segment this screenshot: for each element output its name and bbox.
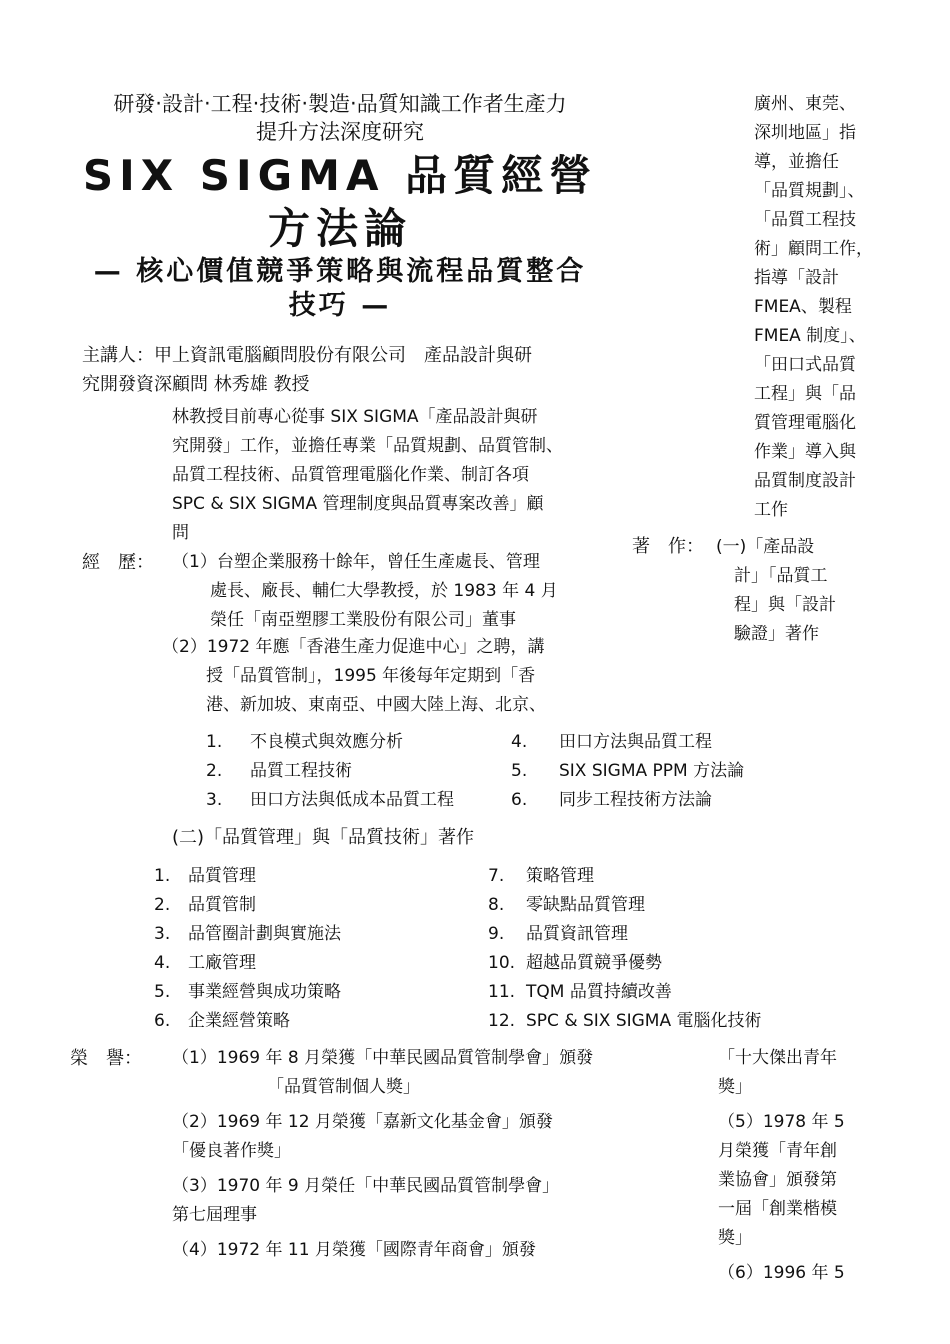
list-item-number: 2.: [206, 761, 223, 781]
honor-line: 業協會」頒發第: [718, 1170, 837, 1190]
right-column-line: 「品質規劃」、: [754, 181, 865, 201]
list-item-text: 企業經營策略: [188, 1011, 290, 1031]
list-item-number: 11.: [488, 982, 516, 1002]
honor-line: 獎」: [718, 1077, 752, 1097]
list-item: [488, 949, 662, 978]
speaker-line: 主講人：甲上資訊電腦顧問股份有限公司 產品設計與研: [82, 345, 532, 366]
list-item-number: 3.: [154, 924, 171, 944]
list-item-number: 1.: [154, 866, 171, 886]
honor-line: 獎」: [718, 1228, 752, 1248]
intro-line: SPC & SIX SIGMA 管理制度與品質專案改善」顧: [172, 494, 544, 514]
honor-line: 月榮獲「青年創: [718, 1141, 837, 1161]
works-label: 著 作：: [632, 536, 704, 557]
list-item-text: 零缺點品質管理: [526, 895, 645, 915]
list-item-text: 超越品質競爭優勢: [526, 953, 662, 973]
right-column-line: 深圳地區」指: [754, 123, 856, 143]
list-item-number: 8.: [488, 895, 505, 915]
list-item-text: 事業經營與成功策略: [188, 982, 341, 1002]
list-item-number: 6.: [154, 1011, 171, 1031]
honor-line: 「品質管制個人獎」: [267, 1077, 420, 1097]
list-item-text: 品質管理: [188, 866, 256, 886]
right-column-line: 「品質工程技: [754, 210, 856, 230]
speaker-line: 究開發資深顧問 林秀雄 教授: [82, 374, 310, 395]
tagline-line: 技巧 —: [288, 290, 392, 321]
honor-line: （3）1970 年 9 月榮任「中華民國品質管制學會」: [172, 1176, 560, 1196]
list-item: [154, 920, 341, 949]
experience-line: 處長、廠長、輔仁大學教授，於 1983 年 4 月: [210, 581, 558, 601]
honor-line: 「十大傑出青年: [718, 1048, 837, 1068]
honor-line: （6）1996 年 5: [718, 1263, 845, 1283]
honor-line: 「優良著作獎」: [172, 1141, 291, 1161]
right-column-line: FMEA 制度」、: [754, 326, 866, 346]
list-item-text: 田口方法與低成本品質工程: [250, 790, 454, 810]
right-column-line: 「田口式品質: [754, 355, 856, 375]
experience-line: 港、新加坡、東南亞、中國大陸上海、北京、: [206, 695, 546, 715]
list-item-number: 9.: [488, 924, 505, 944]
subtitle: [70, 90, 610, 146]
tagline-line: — 核心價值競爭策略與流程品質整合: [93, 256, 587, 287]
list-item-text: 品質工程技術: [250, 761, 352, 781]
works-heading-line: 驗證」著作: [734, 624, 819, 644]
subtitle-line: 研發‧設計‧工程‧技術‧製造‧品質知識工作者生產力: [113, 92, 567, 116]
list-item-number: 4.: [511, 732, 528, 752]
list-item-text: 田口方法與品質工程: [559, 732, 712, 752]
list-item-text: 品質資訊管理: [526, 924, 628, 944]
experience-line: 榮任「南亞塑膠工業股份有限公司」董事: [210, 610, 516, 630]
right-column-line: 術」顧問工作，: [754, 239, 873, 259]
list-item-number: 5.: [511, 761, 528, 781]
intro-line: 林教授目前專心從事 SIX SIGMA「產品設計與研: [172, 407, 538, 427]
list-item-number: 5.: [154, 982, 171, 1002]
right-column-line: 品質制度設計: [754, 471, 856, 491]
list-item: [154, 891, 256, 920]
right-column-line: 作業」導入與: [754, 442, 856, 462]
honor-line: 一屆「創業楷模: [718, 1199, 837, 1219]
list-item: [488, 1007, 762, 1036]
list-item: [206, 786, 454, 815]
right-column-line: 廣州、東莞、: [754, 94, 856, 114]
list-item-number: 10.: [488, 953, 516, 973]
tagline: [80, 255, 600, 323]
list-item: [154, 862, 256, 891]
intro-line: 究開發」工作，並擔任專業「品質規劃、品質管制、: [172, 436, 563, 456]
page-title-line-2: 方法論: [267, 204, 412, 253]
list-item-number: 4.: [154, 953, 171, 973]
list-item: [488, 978, 672, 1007]
experience-line: （2）1972 年應「香港生產力促進中心」之聘，講: [162, 637, 545, 657]
list-item-text: 品質管制: [188, 895, 256, 915]
list-item: [206, 757, 352, 786]
list-item: [154, 978, 341, 1007]
experience-item-1: [172, 548, 558, 635]
list-item-number: 2.: [154, 895, 171, 915]
page-title: SIX SIGMA 品質經營: [82, 151, 598, 200]
intro-paragraph: [172, 403, 563, 548]
list-item-number: 12.: [488, 1011, 516, 1031]
honors-list: [172, 1044, 593, 1265]
honor-line: （2）1969 年 12 月榮獲「嘉新文化基金會」頒發: [172, 1112, 553, 1132]
list-item-text: 不良模式與效應分析: [250, 732, 403, 752]
intro-line: 問: [172, 523, 189, 543]
list-item-text: 策略管理: [526, 866, 594, 886]
works-group1-heading: [716, 533, 836, 649]
subtitle-line: 提升方法深度研究: [256, 120, 424, 144]
speaker-block: [82, 341, 532, 399]
honor-line: （5）1978 年 5: [718, 1112, 845, 1132]
experience-label: 經 歷：: [82, 552, 154, 573]
list-item-number: 7.: [488, 866, 505, 886]
works-heading-line: (一)「產品設: [716, 537, 815, 557]
right-column-text: [754, 90, 873, 525]
honors-label: 榮 譽：: [70, 1048, 142, 1069]
honors-right-column: [718, 1044, 845, 1288]
list-item: [488, 862, 594, 891]
list-item-number: 1.: [206, 732, 223, 752]
intro-line: 品質工程技術、品質管理電腦化作業、制訂各項: [172, 465, 529, 485]
right-column-line: 導，並擔任: [754, 152, 839, 172]
honor-line: 第七屆理事: [172, 1205, 257, 1225]
list-item-number: 6.: [511, 790, 528, 810]
list-item-text: 同步工程技術方法論: [559, 790, 712, 810]
experience-line: （1）台塑企業服務十餘年，曾任生產處長、管理: [172, 552, 540, 572]
works-heading-line: 程」與「設計: [734, 595, 836, 615]
list-item: [511, 757, 744, 786]
list-item-number: 3.: [206, 790, 223, 810]
works-group2-heading: (二)「品質管理」與「品質技術」著作: [172, 827, 475, 848]
list-item-text: 品管圈計劃與實施法: [188, 924, 341, 944]
right-column-line: FMEA、製程: [754, 297, 852, 317]
list-item-text: 工廠管理: [188, 953, 256, 973]
right-column-line: 工程」與「品: [754, 384, 856, 404]
list-item: [511, 786, 712, 815]
right-column-line: 工作: [754, 500, 788, 520]
right-column-line: 質管理電腦化: [754, 413, 856, 433]
works-heading-line: 計」「品質工: [734, 566, 828, 586]
list-item: [154, 949, 256, 978]
list-item: [511, 728, 712, 757]
list-item: [488, 920, 628, 949]
list-item-text: TQM 品質持續改善: [526, 982, 672, 1002]
experience-item-2: [162, 633, 546, 720]
experience-line: 授「品質管制」，1995 年後每年定期到「香: [206, 666, 536, 686]
honor-line: （1）1969 年 8 月榮獲「中華民國品質管制學會」頒發: [172, 1048, 594, 1068]
list-item: [206, 728, 403, 757]
list-item-text: SPC & SIX SIGMA 電腦化技術: [526, 1011, 762, 1031]
list-item-text: SIX SIGMA PPM 方法論: [559, 761, 745, 781]
list-item: [488, 891, 645, 920]
list-item: [154, 1007, 290, 1036]
right-column-line: 指導「設計: [754, 268, 839, 288]
honor-line: （4）1972 年 11 月榮獲「國際青年商會」頒發: [172, 1240, 536, 1260]
